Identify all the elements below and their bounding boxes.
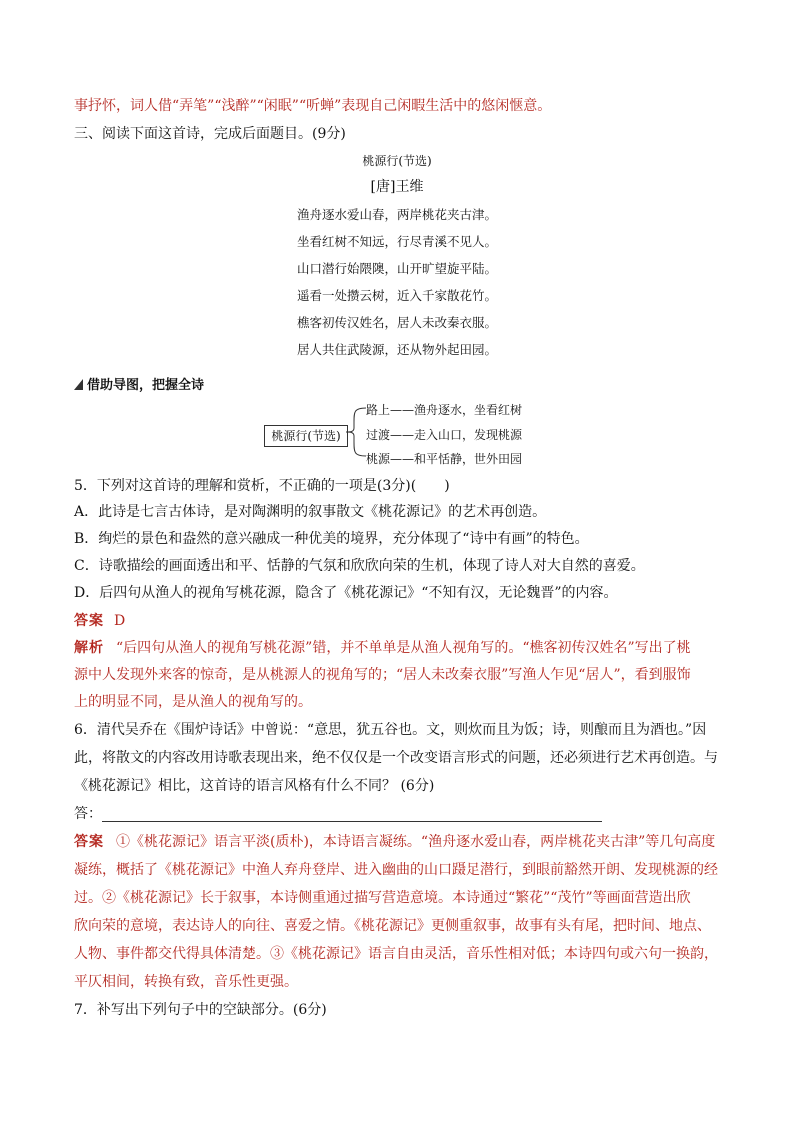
previous-answer-tail: 事抒怀，词人借“弄笔”“浅醉”“闲眠”“听蝉”表现自己闲暇生活中的悠闲惬意。 — [74, 98, 552, 114]
triangle-marker-icon — [74, 379, 83, 390]
poem-author: [唐]王维 — [370, 179, 424, 195]
analysis-line: 上的明显不同，是从渔人的视角写的。 — [74, 694, 312, 710]
section-heading: 三、阅读下面这首诗，完成后面题目。(9分) — [74, 126, 346, 142]
q5-answer — [74, 611, 724, 631]
q5-option-b: B．绚烂的景色和盎然的意兴融成一种优美的境界，充分体现了“诗中有画”的特色。 — [74, 531, 589, 547]
q6-stem-line: 此，将散文的内容改用诗歌表现出来，绝不仅仅是一个改变语言形式的问题，还必须进行艺术再创造。与 — [74, 750, 718, 766]
q5-option-a: A．此诗是七言古体诗，是对陶渊明的叙事散文《桃花源记》的艺术再创造。 — [74, 504, 547, 520]
q6-answer-line: 人物、事件都交代得具体清楚。③《桃花源记》语言自由灵活，音乐性相对低；本诗四句或六句一换韵， — [74, 946, 718, 962]
q6-answer-line: 欣向荣的意境，表达诗人的向往、喜爱之情。《桃花源记》更侧重叙事，故事有头有尾，把时间、地点、 — [74, 918, 711, 934]
poem-line: 渔舟逐水爱山春，两岸桃花夹古津。 — [296, 207, 497, 222]
mindmap-branch: 路上——渔舟逐水，坐看红树 — [366, 403, 523, 417]
analysis-line: “后四句从渔人的视角写桃花源”错，并不单单是从渔人视角写的。“樵客初传汉姓名”写出了桃 — [116, 640, 691, 656]
poem-line: 遥看一处攒云树，近入千家散花竹。 — [296, 288, 497, 303]
poem-line: 樵客初传汉姓名，居人未改秦衣服。 — [296, 315, 497, 330]
q6-answer-line: 答案 ①《桃花源记》语言平淡(质朴)，本诗语言凝练。“渔舟逐水爱山春，两岸桃花夹古津”等几句高度 — [74, 834, 716, 850]
answer-tag: 答案 — [74, 834, 104, 850]
poem-line: 坐看红树不知远，行尽青溪不见人。 — [296, 234, 497, 249]
poem-line: 居人共住武陵源，还从物外起田园。 — [296, 342, 497, 357]
poem-line: 山口潜行始隈隩，山开旷望旋平陆。 — [296, 261, 497, 276]
q7-stem: 7．补写出下列句子中的空缺部分。(6分) — [74, 1002, 327, 1018]
mindmap-branch: 过渡——走入山口，发现桃源 — [366, 428, 523, 442]
mindmap-branch: 桃源——和平恬静，世外田园 — [366, 452, 523, 466]
mindmap-brace — [346, 402, 368, 462]
analysis-tag: 解析 — [74, 640, 104, 656]
mindmap-root: 桃源行(节选) — [264, 425, 348, 447]
q5-option-c: C．诗歌描绘的画面透出和平、恬静的气氛和欣欣向荣的生机，体现了诗人对大自然的喜爱。 — [74, 558, 645, 574]
q6-answer-line: 过。②《桃花源记》长于叙事，本诗侧重通过描写营造意境。本诗通过“繁花”“茂竹”等画面营造出欣 — [74, 890, 691, 906]
q5-analysis — [74, 638, 724, 658]
q6-answer-line: 凝练，概括了《桃花源记》中渔人弃舟登岸、进入幽曲的山口蹑足潜行，到眼前豁然开朗、发现桃源的经 — [74, 862, 718, 878]
q6-stem-line: 6．清代吴乔在《围炉诗话》中曾说：“意思，犹五谷也。文，则炊而且为饭；诗，则酿而且为酒也。”因 — [74, 722, 707, 738]
analysis-line: 源中人发现外来客的惊奇，是从桃源人的视角写的；“居人未改秦衣服”写渔人乍见“居人”，看到服饰 — [74, 667, 691, 683]
q5-stem: 5．下列对这首诗的理解和赏析，不正确的一项是(3分)( ) — [74, 478, 450, 494]
q6-answer-prompt: 答： — [74, 804, 724, 824]
q5-option-d: D．后四句从渔人的视角写桃花源，隐含了《桃花源记》“不知有汉，无论魏晋”的内容。 — [74, 585, 618, 601]
poem-title: 桃源行(节选) — [362, 154, 432, 168]
answer-value: D — [114, 613, 126, 629]
q6-answer-line: 平仄相间，转换有致，音乐性更强。 — [74, 974, 298, 990]
q6-stem-line: 《桃花源记》相比，这首诗的语言风格有什么不同？ (6分) — [74, 778, 435, 794]
answer-blank-line[interactable] — [102, 807, 602, 822]
mindmap-heading: 借助导图，把握全诗 — [74, 374, 204, 393]
answer-tag: 答案 — [74, 613, 104, 629]
